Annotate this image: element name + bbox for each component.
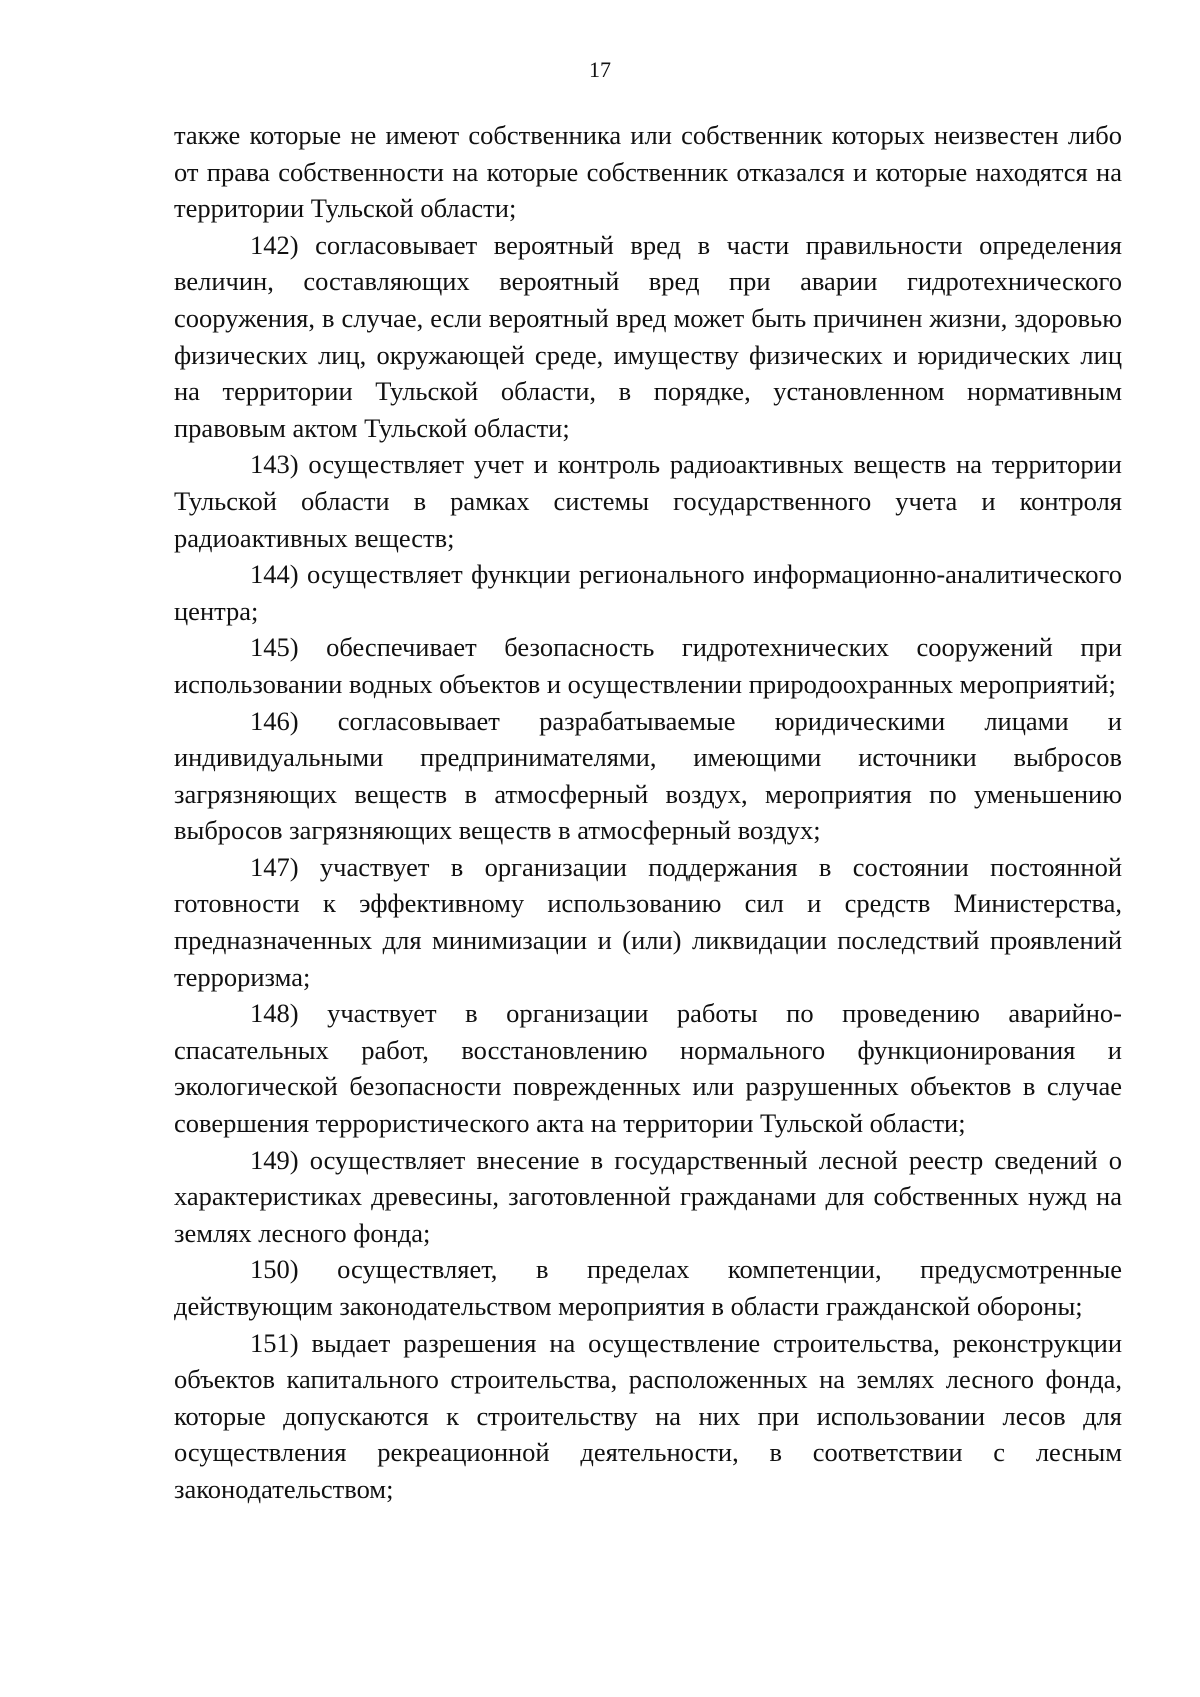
list-item-149 [174, 1142, 1122, 1252]
item-text: согласовывает вероятный вред в части правильности определения величин, составляющих вероятный вред при аварии гидротехнического сооружения, в случае, если вероятный вред может быть причинен жизни, здоровью физических лиц, окружающей среде, имуществу физических и юридических лиц на территории Тульской области, в порядке, установленном нормативным правовым актом Тульской области; [174, 229, 1122, 443]
paragraph-continuation [174, 117, 1122, 227]
list-item-148 [174, 995, 1122, 1141]
item-number: 150) [250, 1254, 299, 1285]
item-number: 145) [250, 632, 299, 663]
item-number: 147) [250, 851, 299, 882]
item-number: 143) [250, 449, 299, 480]
item-number: 148) [250, 998, 299, 1029]
item-number: 142) [250, 229, 299, 260]
document-body [174, 117, 1122, 1508]
list-item-143 [174, 446, 1122, 556]
page-number: 17 [589, 57, 611, 82]
item-number: 151) [250, 1327, 299, 1358]
list-item-145 [174, 629, 1122, 702]
list-item-142 [174, 227, 1122, 447]
list-item-150 [174, 1251, 1122, 1324]
paragraph-text: также которые не имеют собственника или собственник которых неизвестен либо от права собственности на которые собственник отказался и которые находятся на территории Тульской области; [174, 120, 1122, 224]
item-text: участвует в организации работы по проведению аварийно-спасательных работ, восстановлению нормального функционирования и экологической безопасности поврежденных или разрушенных объектов в случае совершения террористического акта на территории Тульской области; [174, 998, 1122, 1139]
item-number: 149) [250, 1144, 299, 1175]
item-text: согласовывает разрабатываемые юридическими лицами и индивидуальными предпринимателями, имеющими источники выбросов загрязняющих веществ в атмосферный воздух, мероприятия по уменьшению выбросов загрязняющих веществ в атмосферный воздух; [174, 705, 1122, 846]
list-item-151 [174, 1325, 1122, 1508]
item-text: выдает разрешения на осуществление строительства, реконструкции объектов капитального строительства, расположенных на землях лесного фонда, которые допускаются к строительству на них при использовании лесов для осуществления рекреационной деятельности, в соответствии с лесным законодательством; [174, 1327, 1122, 1504]
item-number: 146) [250, 705, 299, 736]
item-text: участвует в организации поддержания в состоянии постоянной готовности к эффективному использованию сил и средств Министерства, предназначенных для минимизации и (или) ликвидации последствий проявлений терроризма; [174, 851, 1122, 992]
item-text: обеспечивает безопасность гидротехнических сооружений при использовании водных объектов и осуществлении природоохранных мероприятий; [174, 632, 1122, 699]
item-number: 144) [250, 559, 299, 590]
item-text: осуществляет учет и контроль радиоактивных веществ на территории Тульской области в рамках системы государственного учета и контроля радиоактивных веществ; [174, 449, 1122, 553]
list-item-147 [174, 849, 1122, 995]
list-item-144 [174, 556, 1122, 629]
item-text: осуществляет внесение в государственный лесной реестр сведений о характеристиках древесины, заготовленной гражданами для собственных нужд на землях лесного фонда; [174, 1144, 1123, 1248]
item-text: осуществляет, в пределах компетенции, предусмотренные действующим законодательством мероприятия в области гражданской обороны; [174, 1254, 1123, 1321]
list-item-146 [174, 703, 1122, 849]
item-text: осуществляет функции регионального информационно-аналитического центра; [174, 559, 1122, 626]
